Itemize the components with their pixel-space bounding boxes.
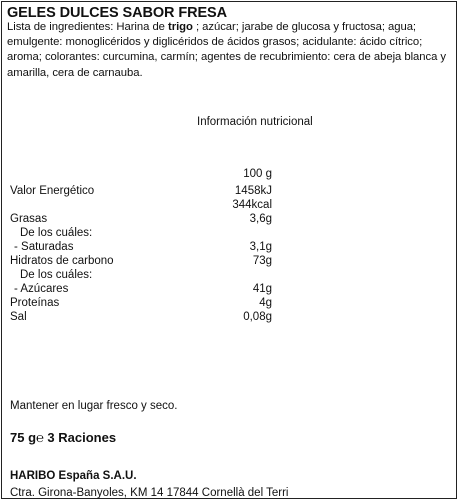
nutrition-row-protein xyxy=(2,296,458,310)
nutrition-value: 73g xyxy=(252,255,272,267)
nutrition-row-fat xyxy=(2,212,458,226)
nutrition-row-sugars xyxy=(2,282,458,296)
nutrition-label: Hidratos de carbono xyxy=(10,255,114,267)
allergen-highlight: trigo xyxy=(168,21,193,33)
ingredients-text-rest: ; azúcar; jarabe de glucosa y fructosa; agua; emulgente: monoglicéridos y diglicéridos de ácidos grasos; acidulante: ácido cítrico; aroma; colorantes: curcumina, carmín; agentes de recubrimiento: cera de abeja blanca y amarilla, cera de carnauba. xyxy=(7,21,447,79)
company-name: HARIBO España S.A.U. xyxy=(10,470,137,482)
nutrition-value: 344kcal xyxy=(232,199,272,211)
nutrition-label: - Saturadas xyxy=(14,241,74,253)
company-address: Ctra. Girona-Banyoles, KM 14 17844 Cornellà del Terri xyxy=(10,487,289,499)
nutrition-label: Grasas xyxy=(10,213,48,225)
nutrition-row-energy-kcal xyxy=(2,198,458,212)
nutrition-row-of-which xyxy=(2,226,458,240)
nutrition-row-saturates xyxy=(2,240,458,254)
nutrition-value: 0,08g xyxy=(243,311,272,323)
storage-instructions: Mantener en lugar fresco y seco. xyxy=(10,400,178,412)
product-title: GELES DULCES SABOR FRESA xyxy=(7,5,227,21)
ingredients-list xyxy=(7,20,455,81)
ingredients-text-start: Lista de ingredientes: Harina de xyxy=(7,21,169,33)
product-label xyxy=(1,1,457,499)
nutrition-value: 41g xyxy=(252,283,272,295)
net-weight: 75 g℮ 3 Raciones xyxy=(10,430,117,445)
nutrition-label: De los cuáles: xyxy=(20,227,93,239)
nutrition-label: - Azúcares xyxy=(14,283,69,295)
nutrition-row-of-which xyxy=(2,268,458,282)
nutrition-label: Sal xyxy=(10,311,27,323)
nutrition-row-salt xyxy=(2,310,458,324)
nutrition-per-row xyxy=(2,167,458,181)
nutrition-value: 1458kJ xyxy=(234,185,272,197)
nutrition-per-label: 100 g xyxy=(243,168,272,180)
nutrition-heading: Información nutricional xyxy=(197,116,313,128)
nutrition-label: Proteínas xyxy=(10,297,60,309)
nutrition-row-carbohydrate xyxy=(2,254,458,268)
nutrition-row-energy-kj xyxy=(2,184,458,198)
nutrition-value: 3,1g xyxy=(249,241,272,253)
nutrition-value: 3,6g xyxy=(249,213,272,225)
nutrition-label: Valor Energético xyxy=(10,185,95,197)
nutrition-label: De los cuáles: xyxy=(20,269,93,281)
nutrition-value: 4g xyxy=(259,297,272,309)
